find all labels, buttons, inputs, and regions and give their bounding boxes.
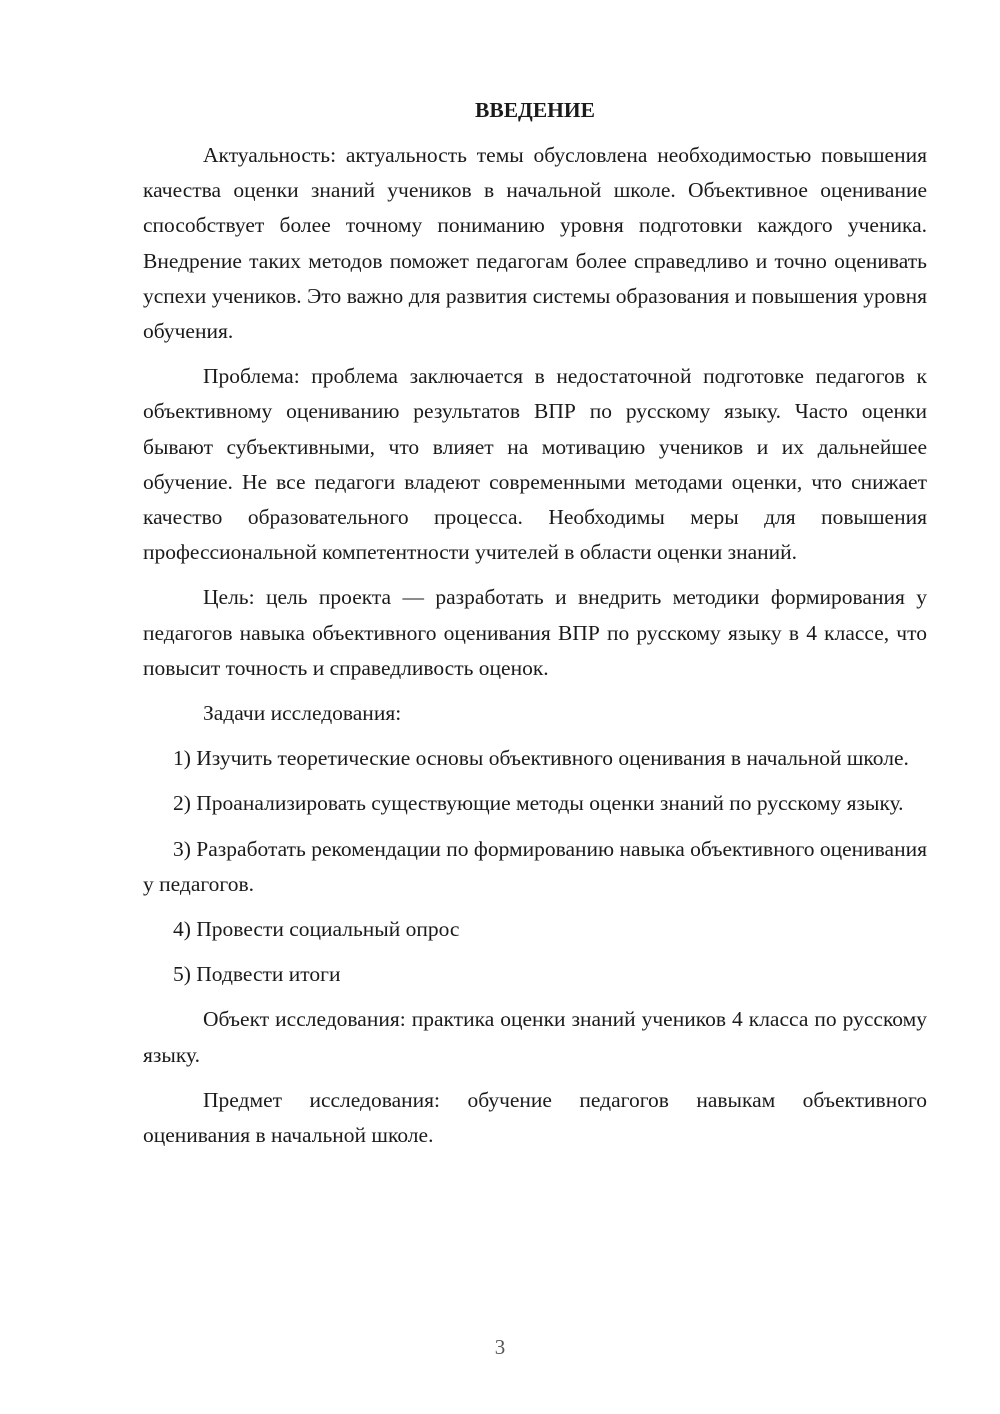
document-page <box>143 92 927 1414</box>
tasks-list <box>143 741 927 992</box>
list-item: 5) Подвести итоги <box>173 962 341 987</box>
list-item: 2) Проанализировать существующие методы оценки знаний по русскому языку. <box>173 791 904 816</box>
list-item: 1) Изучить теоретические основы объективного оценивания в начальной школе. <box>173 746 909 771</box>
paragraph-subject: Предмет исследования: обучение педагогов навыкам объективного оценивания в начальной школе. <box>143 1087 927 1148</box>
tasks-heading: Задачи исследования: <box>203 701 402 726</box>
list-item: 3) Разработать рекомендации по формированию навыка объективного оценивания у педагогов. <box>143 836 927 896</box>
paragraph-relevance: Актуальность: актуальность темы обусловлена необходимостью повышения качества оценки знаний учеников в начальной школе. Объективное оценивание способствует более точному пониманию уровня подготовки каждого ученика. Внедрение таких методов поможет педагогам более справедливо и точно оценивать успехи учеников. Это важно для развития системы образования и повышения уровня обучения. <box>143 143 927 344</box>
section-title: ВВЕДЕНИЕ <box>475 98 595 122</box>
paragraph-problem: Проблема: проблема заключается в недостаточной подготовке педагогов к объективному оцениванию результатов ВПР по русскому языку. Часто оценки бывают субъективными, что влияет на мотивацию учеников и их дальнейшее обучение. Не все педагоги владеют современными методами оценки, что снижает качество образовательного процесса. Необходимы меры для повышения профессиональной компетентности учителей в области оценки знаний. <box>143 364 927 565</box>
page-number: 3 <box>494 1335 506 1359</box>
paragraph-goal: Цель: цель проекта — разработать и внедрить методики формирования у педагогов навыка объективного оценивания ВПР по русскому языку в 4 классе, что повысит точность и справедливость оценок. <box>143 585 927 680</box>
list-item: 4) Провести социальный опрос <box>173 917 460 942</box>
paragraph-object: Объект исследования: практика оценки знаний учеников 4 класса по русскому языку. <box>143 1007 927 1067</box>
